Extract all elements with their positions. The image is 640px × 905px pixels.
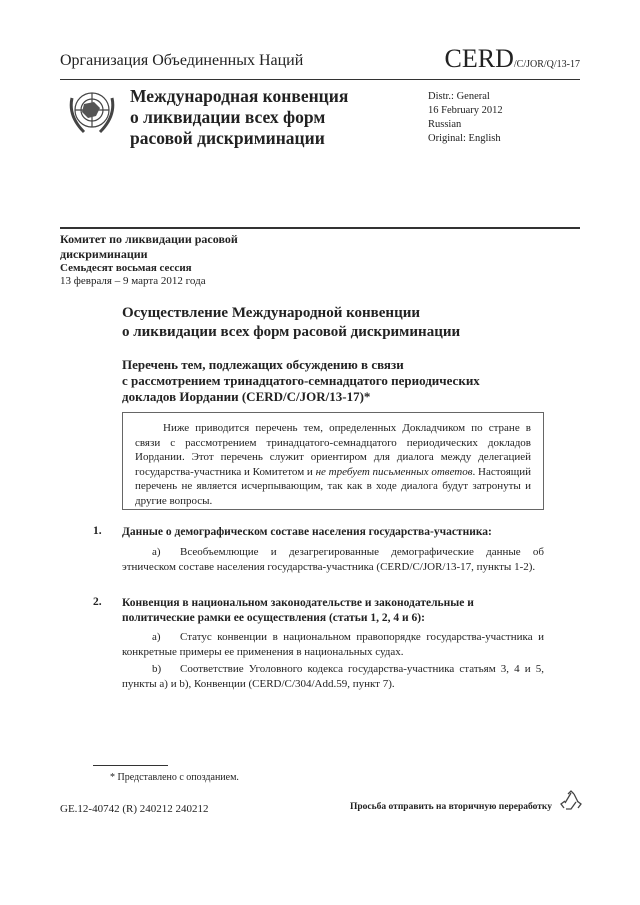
sub-label: a) (152, 631, 161, 643)
item-number: 2. (93, 596, 102, 608)
committee-name: Комитет по ликвидации расовой дискриминации (60, 232, 238, 261)
distribution-info (428, 90, 503, 146)
recycle-note: Просьба отправить на вторичную переработку (350, 802, 552, 812)
un-emblem-icon (64, 84, 120, 140)
job-number: GE.12-40742 (R) 240212 240212 (60, 803, 209, 815)
sub-text: Всеобъемлющие и дезагрегированные демографические данные об этническом составе населения государства-участника (CERD/C/JOR/13-17, пункты 1-2). (122, 546, 544, 573)
title-line: о ликвидации всех форм (130, 107, 326, 127)
note-box (122, 412, 544, 510)
session-info (60, 262, 206, 288)
symbol-suffix: /C/JOR/Q/13-17 (513, 59, 580, 70)
sub-text: Соответствие Уголовного кодекса государства-участника статьям 3, 4 и 5, пункты a) и b), Конвенции (CERD/C/304/Add.59, пункт 7). (122, 663, 544, 690)
symbol-main: CERD (444, 44, 514, 73)
sub-label: b) (152, 663, 162, 675)
thick-rule (60, 227, 580, 229)
date-line: 16 February 2012 (428, 105, 503, 116)
item-number: 1. (93, 525, 102, 537)
sub-item (122, 662, 544, 691)
footnote: * Представлено с опозданием. (110, 772, 239, 783)
document-symbol (445, 44, 580, 74)
sub-label: a) (152, 546, 161, 558)
sub-item (122, 630, 544, 659)
session-name: Семьдесят восьмая сессия (60, 262, 192, 274)
heading-line: докладов Иордании (CERD/C/JOR/13-17)* (122, 389, 371, 404)
language-line: Russian (428, 119, 462, 130)
heading-line: Перечень тем, подлежащих обсуждению в связи (122, 357, 404, 372)
sub-text: Статус конвенции в национальном правопорядке государства-участника и конкретные примеры ее применения в национальных судах. (122, 631, 544, 658)
item-heading: Данные о демографическом составе населения государства-участника: (122, 526, 492, 538)
sub-item (122, 545, 544, 574)
session-dates: 13 февраля – 9 марта 2012 года (60, 275, 206, 287)
heading-line: с рассмотрением тринадцатого-семнадцатого периодических (122, 373, 480, 388)
title-line: расовой дискриминации (130, 128, 325, 148)
heading-line: Осуществление Международной конвенции (122, 305, 421, 321)
distr-line: Distr.: General (428, 91, 490, 102)
sub-heading (122, 357, 480, 405)
original-line: Original: English (428, 133, 501, 144)
note-text: Ниже приводится перечень тем, определенных Докладчиком по стране в связи с рассмотрением тринадцатого-семнадцатого периодических докладов Иордании. Этот перечень служит ориентиром для диалога между делегацией государства-участника и Комитетом и (135, 422, 531, 478)
heading-line: о ликвидации всех форм расовой дискриминации (122, 324, 461, 340)
title-line: Международная конвенция (130, 86, 349, 106)
organization-name: Организация Объединенных Наций (60, 52, 304, 69)
header-rule (60, 79, 580, 80)
main-heading (122, 304, 460, 342)
convention-title (130, 86, 348, 149)
item-heading: Конвенция в национальном законодательстве и законодательные и политические рамки ее осуществления (статьи 1, 2, 4 и 6): (122, 597, 474, 624)
note-italic: не требует письменных ответов (315, 465, 473, 478)
footnote-rule (93, 765, 168, 766)
note-text-end: . Настоящий перечень не является исчерпывающим, так как в ходе диалога будут затронуты и другие вопросы. (135, 465, 531, 507)
recycle-icon (560, 790, 582, 812)
